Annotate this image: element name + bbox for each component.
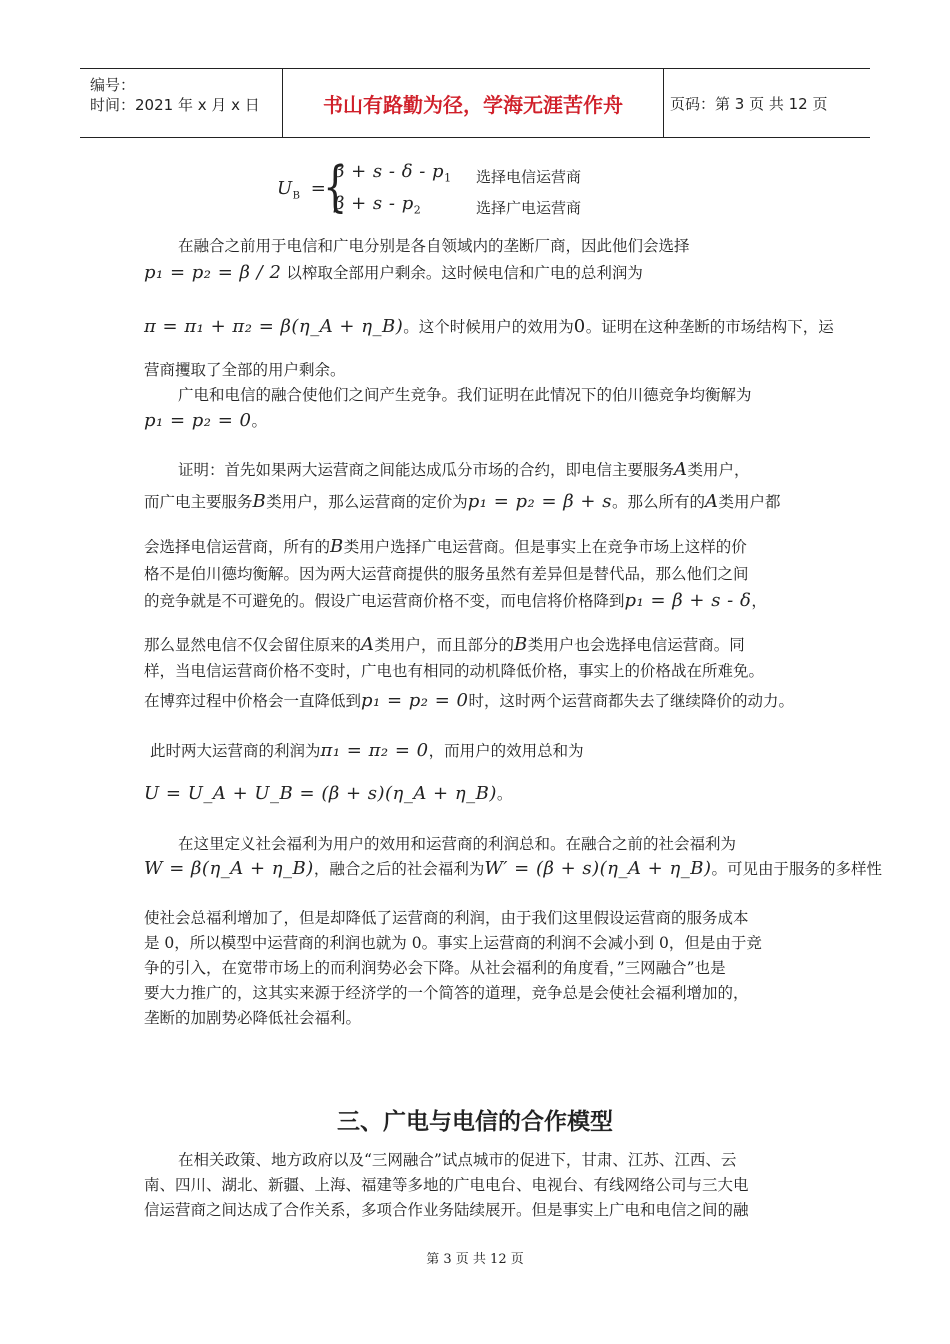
doc-time-label: 时间：2021 年 x 月 x 日 <box>90 96 260 114</box>
para-line: 要大力推广的，这其实来源于经济学的一个简答的道理，竞争总是会使社会福利增加的， <box>144 984 749 1002</box>
math-inline: W = β(η_A + η_B) <box>144 858 314 879</box>
para-line <box>144 410 824 432</box>
eq-ub-row1-note: 选择电信运营商 <box>476 168 582 186</box>
para-line: 争的引入，在宽带市场上的而利润势必会下降。从社会福利的角度看，”三网融合”也是 <box>144 959 726 977</box>
math-inline: U = U_A + U_B = (β + s)(η_A + η_B) <box>144 783 497 804</box>
eq-ub-row2-note: 选择广电运营商 <box>476 199 582 217</box>
math-inline: 0 <box>573 316 586 337</box>
eq-ub-lhs: U <box>277 178 293 199</box>
eq-ub-row2: β + s - p <box>334 193 414 214</box>
eq-ub-row2-sub: 2 <box>413 203 422 217</box>
para-line: 是 0，所以模型中运营商的利润也就为 0。事实上运营商的利润不会减小到 0，但是由于竞 <box>144 934 762 952</box>
text-span: 那么显然电信不仅会留住原来的 <box>144 636 362 654</box>
text-span: 以榨取全部用户剩余。这时候电信和广电的总利润为 <box>286 264 643 282</box>
math-inline: A <box>704 491 719 512</box>
section-title: 三、广电与电信的合作模型 <box>337 1109 613 1135</box>
text-span: 类用户选择广电运营商。但是事实上在竞争市场上这样的价 <box>343 538 747 556</box>
text-span: 的竞争就是不可避免的。假设广电运营商价格不变，而电信将价格降到 <box>144 592 625 610</box>
math-inline: B <box>514 634 528 655</box>
header-meta <box>90 75 290 115</box>
text-span: 时，这时两个运营商都失去了继续降价的动力。 <box>468 692 795 710</box>
eq-ub-row1: β + s - δ - p <box>334 161 445 182</box>
para-line <box>178 459 858 481</box>
para-line <box>144 590 824 612</box>
math-inline: W′ = (β + s)(η_A + η_B) <box>484 858 712 879</box>
para-line: 在这里定义社会福利为用户的效用和运营商的利润总和。在融合之前的社会福利为 <box>178 835 737 853</box>
eq-ub-brace: { <box>323 155 348 218</box>
eq-ub-lhs-sub: B <box>292 190 301 202</box>
para-line <box>144 783 824 805</box>
para-line <box>144 858 883 880</box>
text-span: 类用户，而且部分的 <box>374 636 515 654</box>
math-inline: B <box>252 491 267 512</box>
text-span: 。 <box>251 412 267 430</box>
para-line: 使社会总福利增加了，但是却降低了运营商的利润，由于我们这里假设运营商的服务成本 <box>144 909 749 927</box>
para-line: 营商攫取了全部的用户剩余。 <box>144 361 346 379</box>
para-line: 样，当电信运营商价格不变时，广电也有相同的动机降低价格，事实上的价格战在所难免。 <box>144 662 765 680</box>
para-line <box>144 536 824 558</box>
para-line: 广电和电信的融合使他们之间产生竞争。我们证明在此情况下的伯川德竞争均衡解为 <box>178 386 752 404</box>
text-span: 在博弈过程中价格会一直降低到 <box>144 692 362 710</box>
text-span: ， <box>751 592 767 610</box>
math-inline: p₁ = p₂ = 0 <box>144 410 252 431</box>
text-span: 类用户都 <box>718 493 781 511</box>
math-inline: p₁ = p₂ = β / 2 <box>144 262 282 283</box>
text-span: ，融合之后的社会福利为 <box>313 860 485 878</box>
math-inline: A <box>674 459 688 480</box>
text-span: 而广电主要服务 <box>144 493 253 511</box>
text-span: ，而用户的效用总和为 <box>428 742 584 760</box>
text-span: 此时两大运营商的利润为 <box>150 742 321 760</box>
para-line <box>144 634 824 656</box>
header-motto: 书山有路勤为径，学海无涯苦作舟 <box>282 69 664 137</box>
text-span: 会选择电信运营商，所有的 <box>144 538 331 556</box>
math-inline: B <box>330 536 344 557</box>
eq-ub-equals: = <box>310 178 327 199</box>
para-line: 垄断的加剧势必降低社会福利。 <box>144 1009 362 1027</box>
text-span: 类用户，那么运营商的定价为 <box>266 493 468 511</box>
para-line <box>144 262 824 284</box>
para-line <box>144 690 824 712</box>
text-span: 。可见由于服务的多样性 <box>711 860 883 878</box>
para-line <box>150 740 830 762</box>
para-line: 在相关政策、地方政府以及“三网融合”试点城市的促进下，甘肃、江苏、江西、云 <box>178 1151 737 1169</box>
doc-number-label: 编号： <box>90 76 136 94</box>
math-inline: p₁ = p₂ = β + s <box>467 491 612 512</box>
header-page-label: 页码：第 3 页 共 12 页 <box>670 94 828 113</box>
para-line: 在融合之前用于电信和广电分别是各自领域内的垄断厂商，因此他们会选择 <box>178 237 690 255</box>
para-line <box>144 316 834 338</box>
math-inline: π₁ = π₂ = 0 <box>320 740 429 761</box>
text-span: 。 <box>496 785 513 803</box>
text-span: 证明：首先如果两大运营商之间能达成瓜分市场的合约，即电信主要服务 <box>178 461 675 479</box>
text-span: 类用户也会选择电信运营商。同 <box>527 636 745 654</box>
math-inline: p₁ = p₂ = 0 <box>361 690 469 711</box>
para-line <box>144 491 824 513</box>
math-inline: p₁ = β + s - δ <box>624 590 752 611</box>
text-span: 类用户， <box>687 461 750 479</box>
page-header <box>80 68 870 138</box>
math-inline: A <box>361 634 375 655</box>
text-span: 。证明在这种垄断的市场结构下，运 <box>585 318 834 336</box>
page-footer: 第 3 页 共 12 页 <box>426 1252 524 1267</box>
text-span: 。那么所有的 <box>611 493 705 511</box>
math-inline: π = π₁ + π₂ = β(η_A + η_B) <box>144 316 404 337</box>
para-line: 格不是伯川德均衡解。因为两大运营商提供的服务虽然有差异但是替代品，那么他们之间 <box>144 565 749 583</box>
eq-ub-row1-sub: 1 <box>444 171 452 185</box>
para-line: 信运营商之间达成了合作关系，多项合作业务陆续展开。但是事实上广电和电信之间的融 <box>144 1201 749 1219</box>
text-span: 。这个时候用户的效用为 <box>403 318 574 336</box>
para-line: 南、四川、湖北、新疆、上海、福建等多地的广电电台、电视台、有线网络公司与三大电 <box>144 1176 749 1194</box>
